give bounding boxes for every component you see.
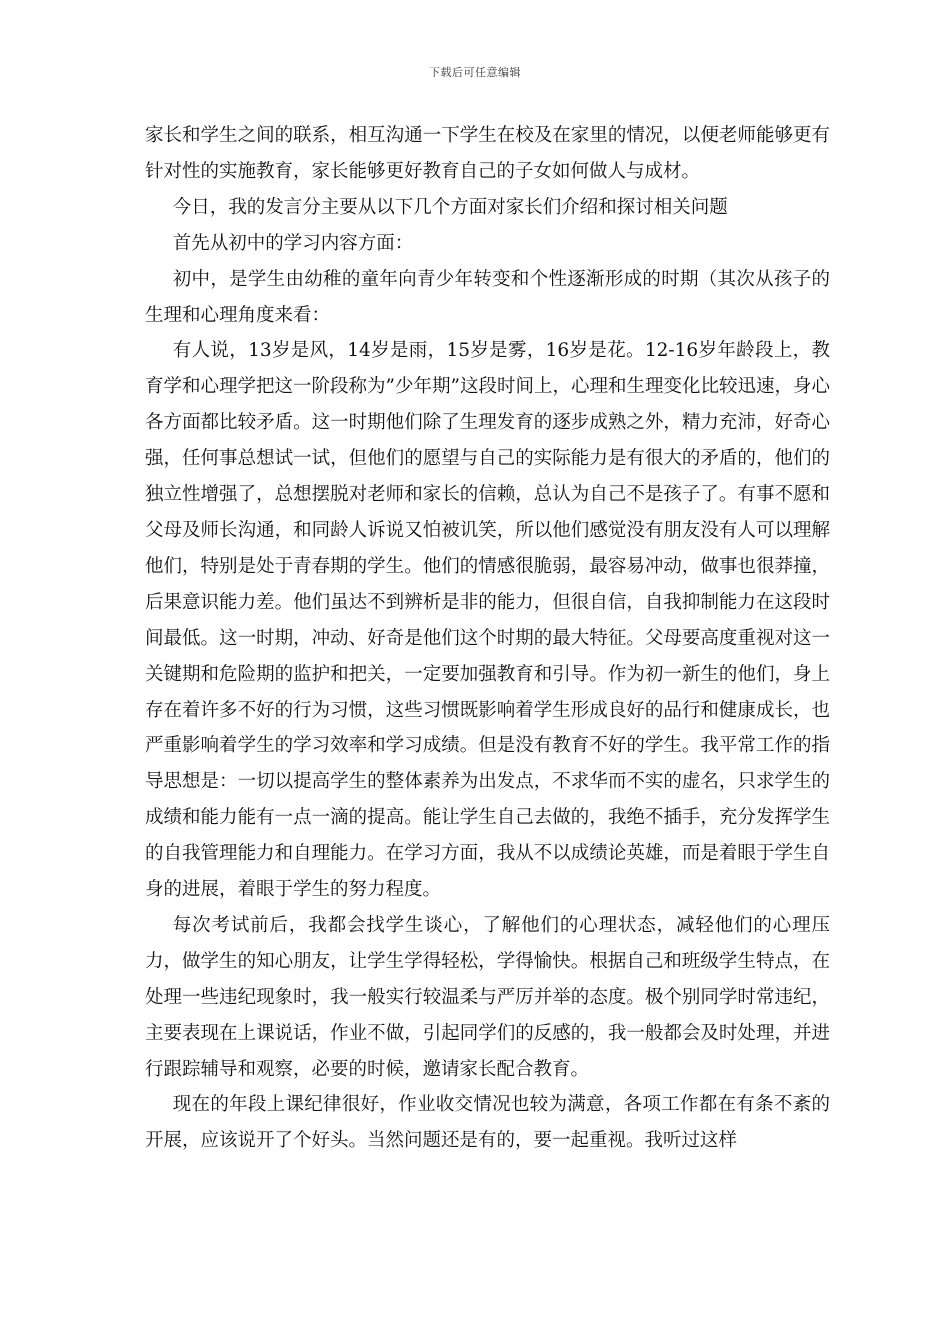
page-header-note: 下载后可任意编辑 (429, 66, 521, 79)
paragraph: 首先从初中的学习内容方面： (172, 232, 414, 254)
document-body (145, 118, 830, 1159)
paragraph: 现在的年段上课纪律很好，作业收交情况也较为满意，各项工作都在有条不紊的开展，应该说开了个好头。当然问题还是有的，要一起重视。我听过这样 (145, 1094, 830, 1152)
paragraph: 有人说，13岁是风，14岁是雨，15岁是雾，16岁是花。12-16岁年龄段上，教育学和心理学把这一阶段称为”少年期”这段时间上，心理和生理变化比较迅速，身心各方面都比较矛盾。这一时期他们除了生理发育的逐步成熟之外，精力充沛，好奇心强，任何事总想试一试，但他们的愿望与自己的实际能力是有很大的矛盾的，他们的独立性增强了，总想摆脱对老师和家长的信赖，总认为自己不是孩子了。有事不愿和父母及师长沟通，和同龄人诉说又怕被讥笑，所以他们感觉没有朋友没有人可以理解他们，特别是处于青春期的学生。他们的情感很脆弱，最容易冲动，做事也很莽撞，后果意识能力差。他们虽达不到辨析是非的能力，但很自信，自我抑制能力在这段时间最低。这一时期，冲动、好奇是他们这个时期的最大特征。父母要高度重视对这一关键期和危险期的监护和把关，一定要加强教育和引导。作为初一新生的他们，身上存在着许多不好的行为习惯，这些习惯既影响着学生形成良好的品行和健康成长，也严重影响着学生的学习效率和学习成绩。但是没有教育不好的学生。我平常工作的指导思想是：一切以提高学生的整体素养为出发点，不求华而不实的虚名，只求学生的成绩和能力能有一点一滴的提高。能让学生自己去做的，我绝不插手，充分发挥学生的自我管理能力和自理能力。在学习方面，我从不以成绩论英雄，而是着眼于学生自身的进展，着眼于学生的努力程度。 (145, 340, 830, 901)
paragraph-continued: 家长和学生之间的联系，相互沟通一下学生在校及在家里的情况，以便老师能够更有针对性的实施教育，家长能够更好教育自己的子女如何做人与成材。 (145, 125, 830, 182)
paragraph: 初中，是学生由幼稚的童年向青少年转变和个性逐渐形成的时期（其次从孩子的生理和心理角度来看： (145, 268, 830, 326)
paragraph: 每次考试前后，我都会找学生谈心，了解他们的心理状态，减轻他们的心理压力，做学生的知心朋友，让学生学得轻松，学得愉快。根据自己和班级学生特点，在处理一些违纪现象时，我一般实行较温柔与严厉并举的态度。极个别同学时常违纪，主要表现在上课说话，作业不做，引起同学们的反感的，我一般都会及时处理，并进行跟踪辅导和观察，必要的时候，邀请家长配合教育。 (145, 914, 830, 1080)
paragraph: 今日，我的发言分主要从以下几个方面对家长们介绍和探讨相关问题 (172, 196, 728, 218)
